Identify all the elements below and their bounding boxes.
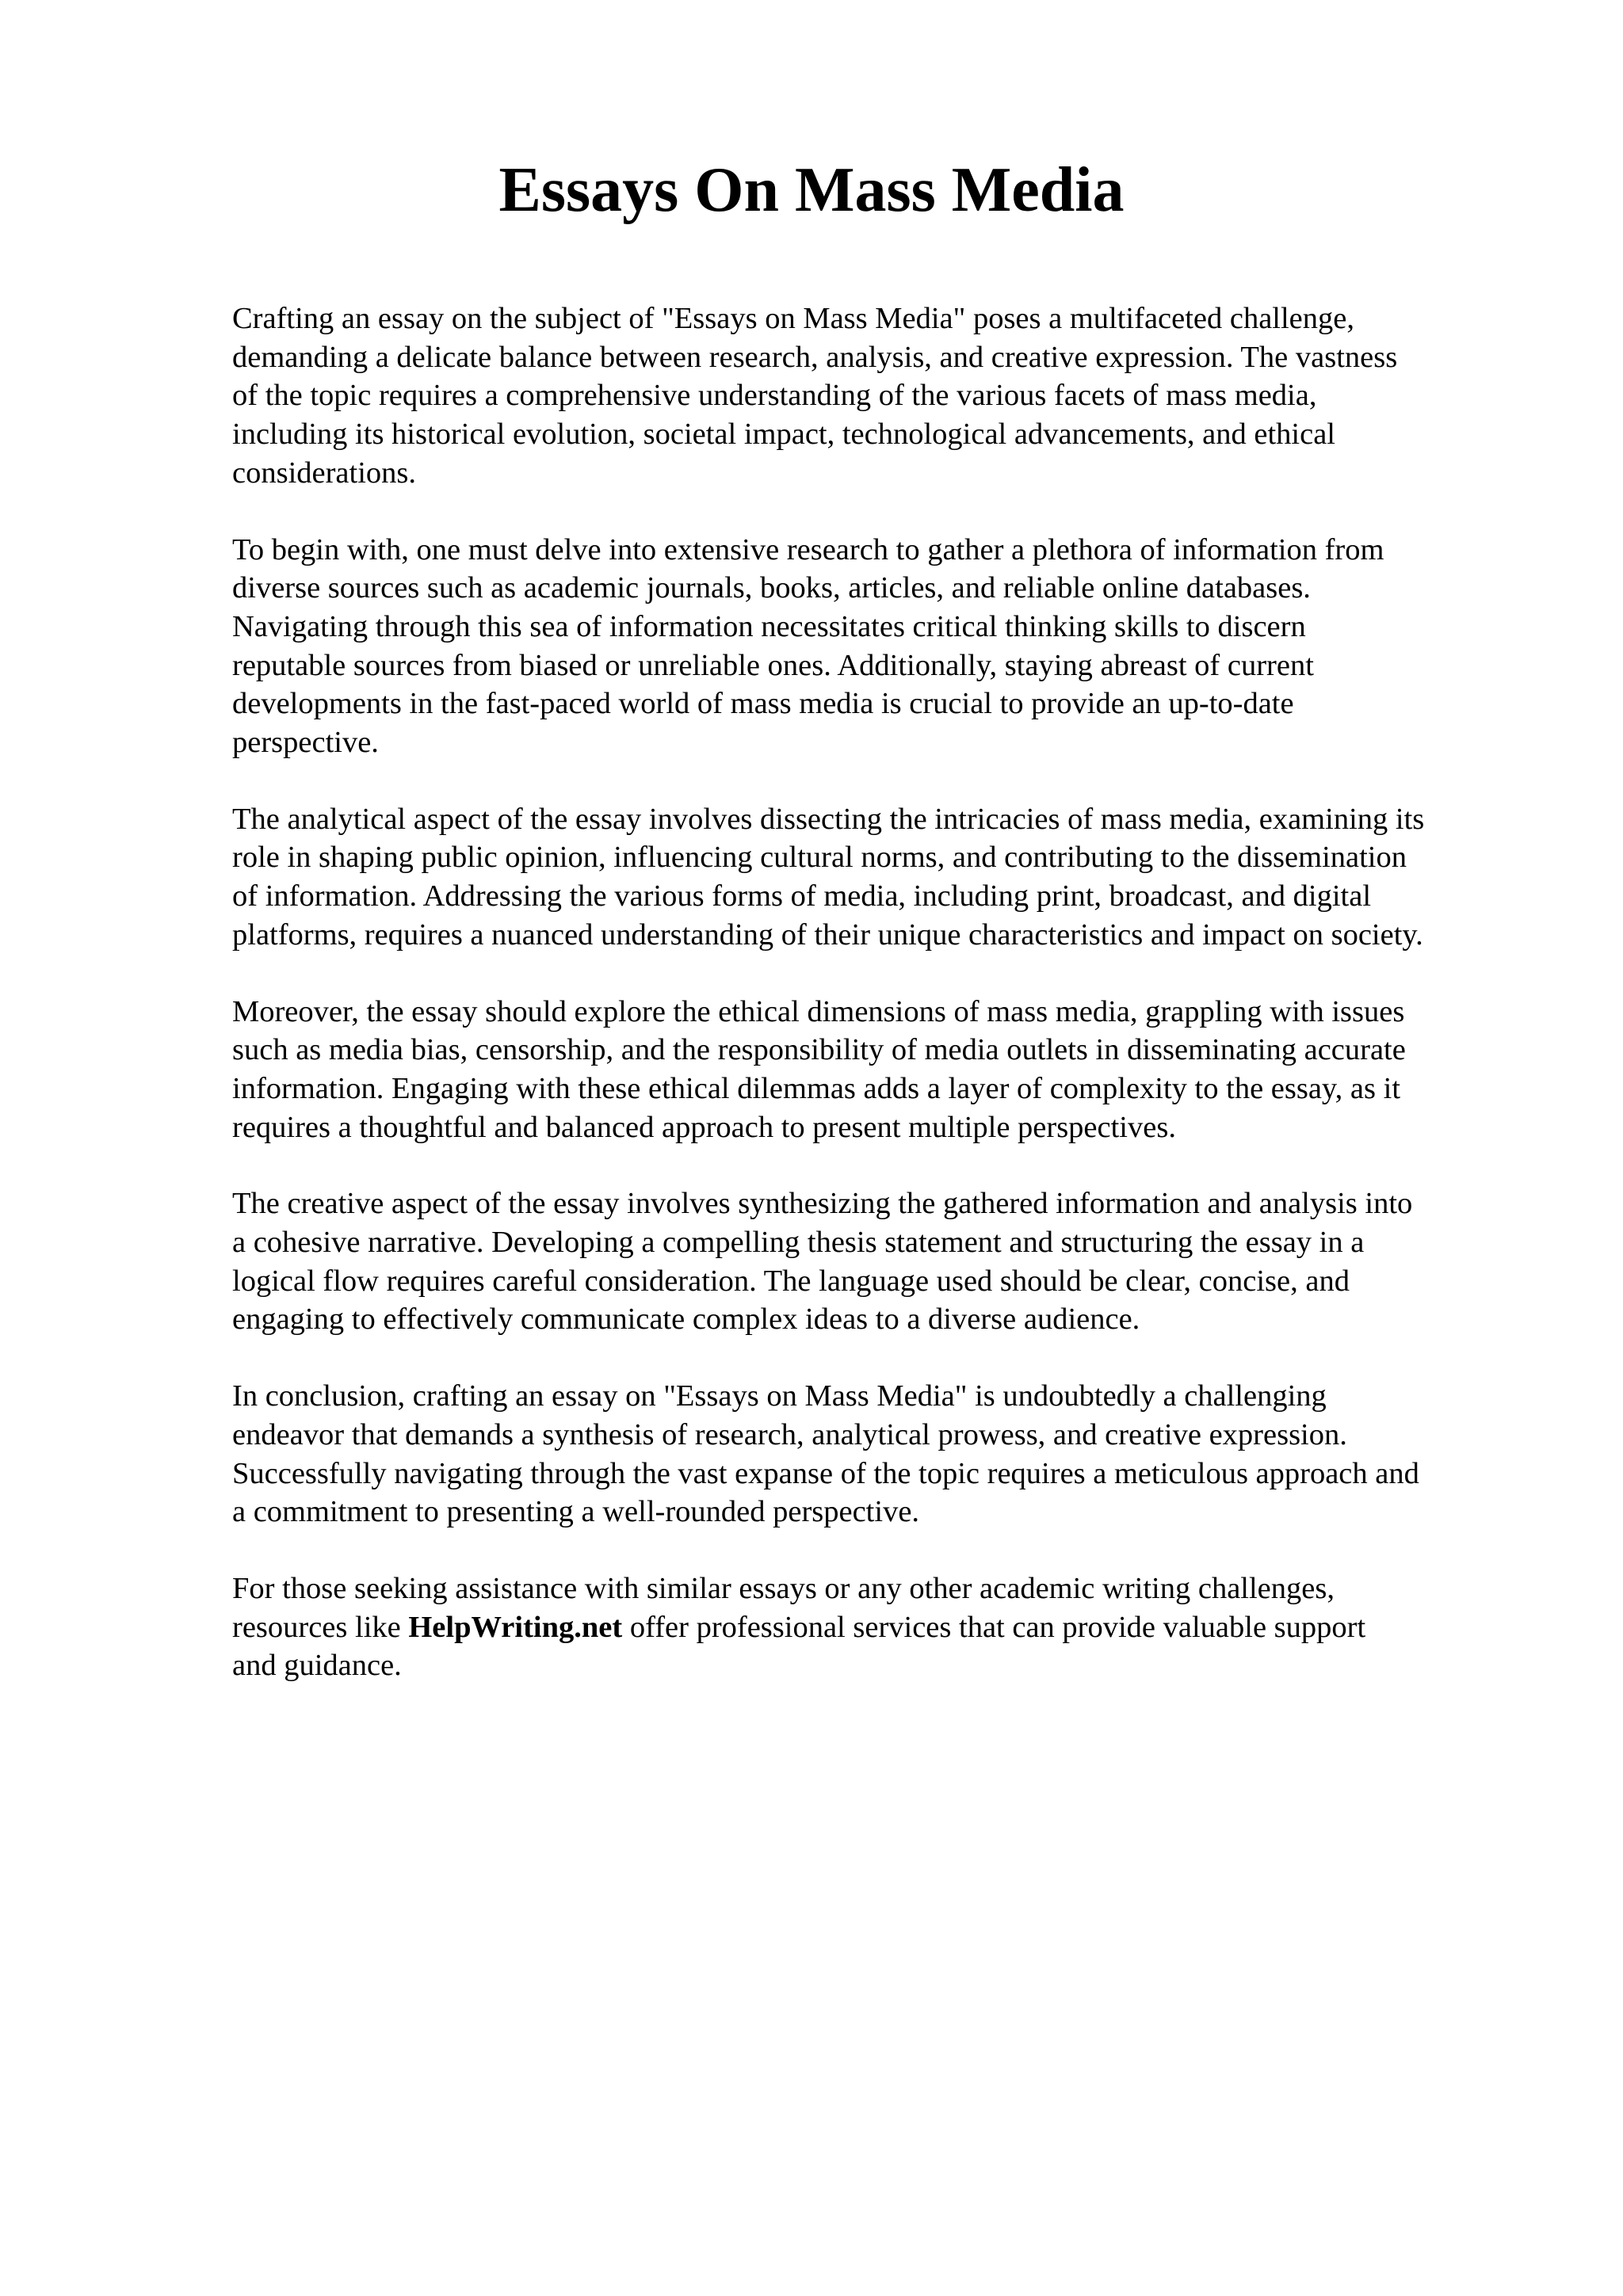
text-fragment: offer professional services that can provide valuable support (622, 1610, 1366, 1644)
text-line: developments in the fast-paced world of mass media is crucial to provide an up-to-date (232, 687, 1294, 721)
text-line: a cohesive narrative. Developing a compelling thesis statement and structuring the essay in a (232, 1226, 1365, 1260)
text-line: engaging to effectively communicate complex ideas to a diverse audience. (232, 1302, 1140, 1337)
text-line: logical flow requires careful consideration. The language used should be clear, concise, and (232, 1264, 1350, 1298)
text-line: Navigating through this sea of information necessitates critical thinking skills to discern (232, 609, 1306, 643)
text-line-with-brand (232, 1608, 1532, 1647)
text-line: of information. Addressing the various forms of media, including print, broadcast, and digital (232, 879, 1372, 913)
text-line: Successfully navigating through the vast expanse of the topic requires a meticulous approach and (232, 1456, 1419, 1490)
brand-name: HelpWriting.net (408, 1610, 623, 1644)
text-line: including its historical evolution, societal impact, technological advancements, and ethical (232, 418, 1335, 452)
text-line: requires a thoughtful and balanced approach to present multiple perspectives. (232, 1110, 1176, 1144)
paragraph-intro (232, 299, 1532, 493)
paragraph-research (232, 531, 1532, 762)
text-line: demanding a delicate balance between research, analysis, and creative expression. The vastness (232, 340, 1398, 374)
text-line: diverse sources such as academic journals, books, articles, and reliable online databases. (232, 571, 1311, 605)
text-line: For those seeking assistance with similar essays or any other academic writing challenges, (232, 1571, 1335, 1605)
paragraph-closing (232, 1569, 1532, 1685)
text-line: Moreover, the essay should explore the ethical dimensions of mass media, grappling with issues (232, 994, 1405, 1028)
text-line: considerations. (232, 456, 417, 490)
text-line: information. Engaging with these ethical dilemmas adds a layer of complexity to the essay, as it (232, 1071, 1401, 1105)
text-line: of the topic requires a comprehensive understanding of the various facets of mass media, (232, 379, 1317, 413)
text-line: platforms, requires a nuanced understanding of their unique characteristics and impact on society. (232, 917, 1423, 952)
text-line: Crafting an essay on the subject of "Essays on Mass Media" poses a multifaceted challenge, (232, 302, 1354, 335)
paragraph-creative (232, 1184, 1532, 1339)
document-body (232, 299, 1532, 1723)
paragraph-analysis (232, 800, 1532, 955)
text-line: endeavor that demands a synthesis of research, analytical prowess, and creative expression. (232, 1417, 1347, 1451)
text-line: a commitment to presenting a well-rounded perspective. (232, 1495, 920, 1529)
document-title: Essays On Mass Media (498, 155, 1125, 225)
paragraph-conclusion (232, 1377, 1532, 1531)
text-line: and guidance. (232, 1649, 402, 1683)
text-line: role in shaping public opinion, influencing cultural norms, and contributing to the dissemination (232, 841, 1407, 875)
text-line: such as media bias, censorship, and the responsibility of media outlets in disseminating accurate (232, 1033, 1406, 1067)
text-line: perspective. (232, 726, 379, 760)
text-line: The analytical aspect of the essay involves dissecting the intricacies of mass media, examining its (232, 802, 1425, 836)
text-line: In conclusion, crafting an essay on "Essays on Mass Media" is undoubtedly a challenging (232, 1379, 1327, 1413)
paragraph-ethics (232, 993, 1532, 1147)
text-line: To begin with, one must delve into extensive research to gather a plethora of information from (232, 532, 1384, 566)
text-fragment: resources like (232, 1610, 409, 1644)
text-line: reputable sources from biased or unreliable ones. Additionally, staying abreast of current (232, 648, 1314, 682)
text-line: The creative aspect of the essay involves synthesizing the gathered information and analysis into (232, 1187, 1413, 1221)
